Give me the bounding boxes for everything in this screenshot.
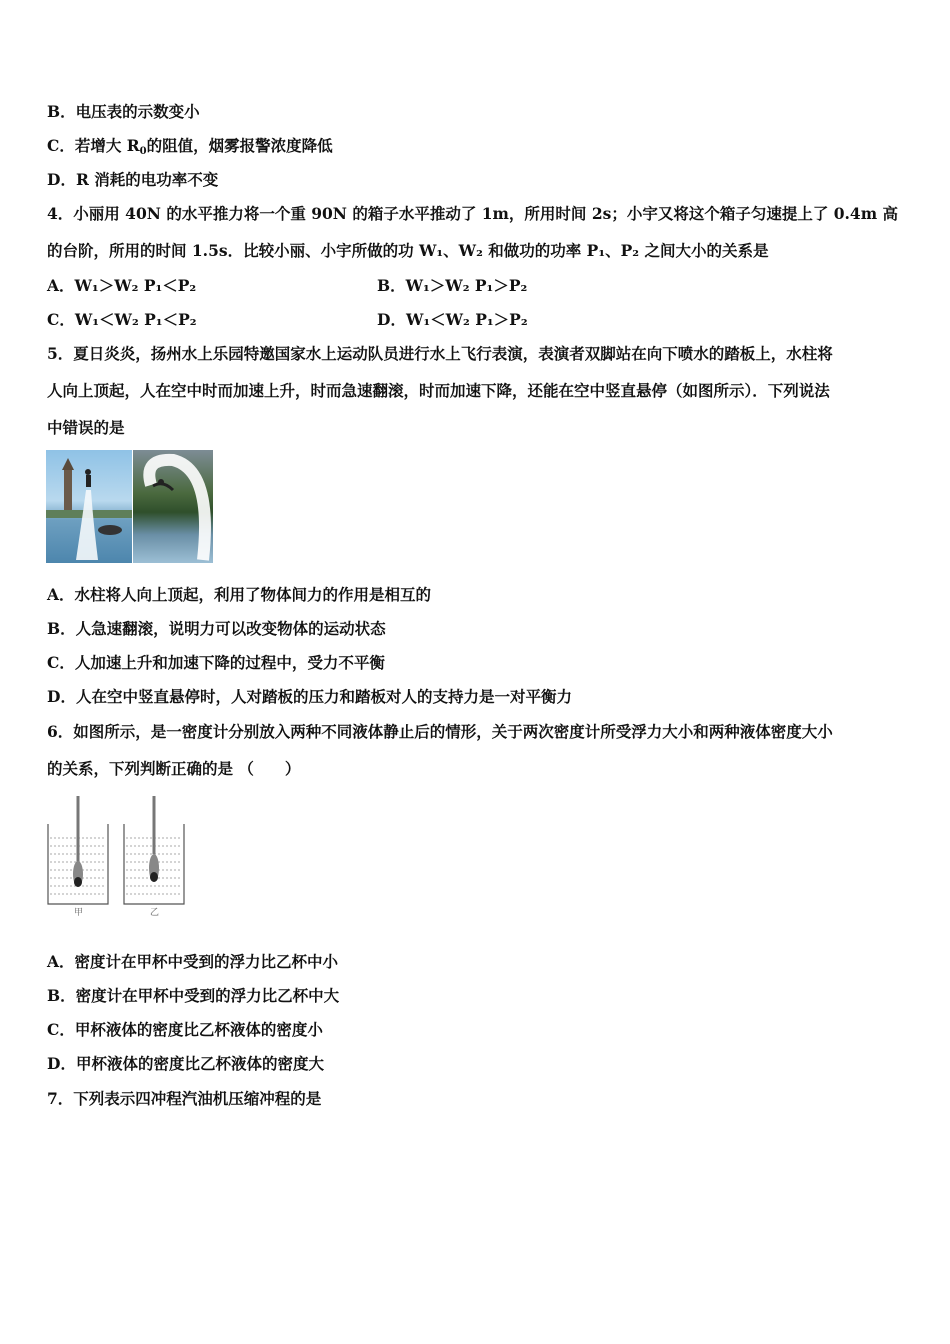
hydrometer-figure-drawing xyxy=(46,792,191,922)
beaker-label-right: 乙 xyxy=(150,908,160,918)
q6-stem-line1: 6．如图所示，是一密度计分别放入两种不同液体静止后的情形，关于两次密度计所受浮力大小和两种液体密度大小 xyxy=(47,722,833,741)
q3c-text-a: C．若增大 R xyxy=(47,136,140,155)
flyboard-photo-right-drawing xyxy=(133,450,213,563)
q5-stem-line2: 人向上顶起，人在空中时而加速上升，时而急速翻滚，时而加速下降，还能在空中竖直悬停（如图所示）．下列说法 xyxy=(47,381,830,400)
q6-option-d: D．甲杯液体的密度比乙杯液体的密度大 xyxy=(47,1054,324,1073)
q4-option-a: A．W₁＞W₂ P₁＜P₂ xyxy=(47,276,197,295)
q5-stem-line1: 5．夏日炎炎，扬州水上乐园特邀国家水上运动队员进行水上飞行表演，表演者双脚站在向下喷水的踏板上，水柱将 xyxy=(47,344,833,363)
q6-option-c: C．甲杯液体的密度比乙杯液体的密度小 xyxy=(47,1020,323,1039)
q5-option-d: D．人在空中竖直悬停时，人对踏板的压力和踏板对人的支持力是一对平衡力 xyxy=(47,687,572,706)
q3-option-c xyxy=(47,136,333,156)
q4-option-d: D．W₁＜W₂ P₁＞P₂ xyxy=(377,310,528,329)
flyboard-photo-left-drawing xyxy=(46,450,132,563)
q4-stem-line1: 4．小丽用 40N 的水平推力将一个重 90N 的箱子水平推动了 1m，所用时间 2s；小宇又将这个箱子匀速提上了 0.4m 高 xyxy=(47,204,898,223)
q3c-subscript: 0 xyxy=(139,146,147,157)
q5-option-a: A．水柱将人向上顶起，利用了物体间力的作用是相互的 xyxy=(47,585,432,604)
q3c-text-b: 的阻值，烟雾报警浓度降低 xyxy=(146,136,333,155)
q4-stem-line2: 的台阶，所用的时间 1.5s．比较小丽、小宇所做的功 W₁、W₂ 和做功的功率 P₁、P₂ 之间大小的关系是 xyxy=(47,241,769,260)
q5-option-b: B．人急速翻滚，说明力可以改变物体的运动状态 xyxy=(47,619,386,638)
hydrometer-figure xyxy=(46,792,191,922)
q3-option-b: B．电压表的示数变小 xyxy=(47,102,200,121)
q3-option-d: D．R 消耗的电功率不变 xyxy=(47,170,219,189)
q4-option-b: B．W₁＞W₂ P₁＞P₂ xyxy=(377,276,528,295)
q6-option-b: B．密度计在甲杯中受到的浮力比乙杯中大 xyxy=(47,986,340,1005)
flyboard-photo-right xyxy=(133,450,213,563)
beaker-label-left: 甲 xyxy=(74,908,84,918)
q4-option-c: C．W₁＜W₂ P₁＜P₂ xyxy=(47,310,197,329)
q5-option-c: C．人加速上升和加速下降的过程中，受力不平衡 xyxy=(47,653,385,672)
q7-stem: 7．下列表示四冲程汽油机压缩冲程的是 xyxy=(47,1089,322,1108)
q6-stem-line2: 的关系，下列判断正确的是 （ ） xyxy=(47,759,301,778)
flyboard-photo-left xyxy=(46,450,132,563)
q6-option-a: A．密度计在甲杯中受到的浮力比乙杯中小 xyxy=(47,952,339,971)
q5-stem-line3: 中错误的是 xyxy=(47,418,125,437)
